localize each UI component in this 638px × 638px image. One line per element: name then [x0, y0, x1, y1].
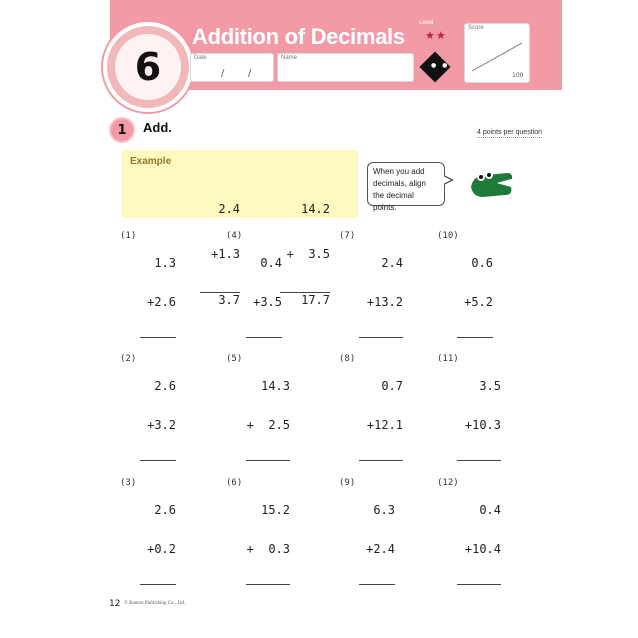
score-max: 100	[512, 72, 524, 79]
problem-label: (7)	[339, 231, 356, 241]
problem-body	[359, 354, 403, 487]
problem-top: 0.4	[260, 256, 282, 270]
problem-body	[359, 231, 403, 364]
problem-body	[359, 478, 395, 611]
problem-label: (10)	[437, 231, 459, 241]
problem-top: 2.6	[154, 379, 176, 393]
problem-body	[140, 231, 176, 364]
problem-body	[140, 478, 176, 611]
problem-bottom: +3.5	[253, 295, 282, 309]
unit-number: 6	[134, 45, 162, 89]
answer-line	[359, 337, 403, 338]
score-label: Score	[468, 25, 484, 31]
problem-8	[339, 354, 405, 432]
section-number-badge	[109, 117, 135, 143]
problem-6	[226, 478, 298, 556]
problem-12	[437, 478, 507, 556]
example-label: Example	[130, 156, 172, 167]
problem-label: (6)	[226, 478, 243, 488]
problem-9	[339, 478, 405, 556]
unit-badge-inner	[115, 34, 181, 100]
problem-top: 2.4	[381, 256, 403, 270]
problem-body	[457, 354, 501, 487]
answer-line	[140, 337, 176, 338]
problem-top: 3.5	[479, 379, 501, 393]
problem-label: (12)	[437, 478, 459, 488]
problem-label: (2)	[120, 354, 137, 364]
problem-top: 2.6	[154, 503, 176, 517]
publisher-credit: © Kumon Publishing Co., Ltd.	[124, 601, 186, 606]
answer-line	[359, 584, 395, 585]
date-label: Date	[194, 55, 207, 61]
answer-line	[457, 337, 493, 338]
problem-top: 15.2	[261, 503, 290, 517]
problem-bottom: +13.2	[366, 295, 403, 309]
problem-3	[120, 478, 180, 556]
problem-body	[457, 231, 493, 364]
name-field[interactable]	[277, 53, 414, 82]
problem-bottom: +3.2	[147, 418, 176, 432]
section-number: 1	[117, 122, 127, 138]
answer-line	[246, 337, 282, 338]
score-divider-icon	[470, 41, 524, 73]
problem-bottom: +12.1	[366, 418, 403, 432]
level-label: Level	[419, 20, 434, 26]
problem-top: 0.6	[471, 256, 493, 270]
mascot-eyes-icon: ● ●	[431, 62, 450, 69]
problem-2	[120, 354, 180, 432]
page-number: 12	[109, 599, 121, 609]
date-separator: /	[248, 68, 252, 79]
date-separator: /	[221, 68, 225, 79]
problem-label: (8)	[339, 354, 356, 364]
date-field[interactable]	[190, 53, 274, 82]
problem-bottom: +10.4	[464, 542, 501, 556]
problem-bottom: +2.4	[366, 542, 395, 556]
bubble-tail-inner	[443, 176, 451, 184]
section-title: Add.	[143, 120, 172, 135]
problem-label: (5)	[226, 354, 243, 364]
problem-body	[140, 354, 176, 487]
problem-body	[246, 231, 282, 364]
problem-label: (9)	[339, 478, 356, 488]
problem-label: (11)	[437, 354, 459, 364]
name-label: Name	[281, 55, 298, 61]
page-title: Addition of Decimals	[192, 24, 405, 49]
example-answer: 3.7	[200, 292, 240, 308]
problem-body	[246, 478, 290, 611]
problem-bottom: +5.2	[464, 295, 493, 309]
problem-bottom: + 0.3	[246, 542, 290, 556]
example-top: 14.2	[301, 202, 330, 216]
answer-line	[140, 460, 176, 461]
problem-top: 0.4	[479, 503, 501, 517]
problem-10	[437, 231, 507, 309]
problem-bottom: +0.2	[147, 542, 176, 556]
problem-top: 6.3	[373, 503, 395, 517]
unit-badge	[103, 22, 193, 112]
crocodile-icon	[467, 167, 515, 201]
hint-bubble: When you add decimals, align the decimal points.	[367, 162, 445, 206]
points-per-question: 4 points per question	[477, 129, 542, 136]
answer-line	[457, 584, 501, 585]
problem-label: (4)	[226, 231, 243, 241]
problem-top: 1.3	[154, 256, 176, 270]
problem-top: 0.7	[381, 379, 403, 393]
answer-line	[246, 460, 290, 461]
problem-label: (1)	[120, 231, 137, 241]
example-bottom: +1.3	[211, 247, 240, 261]
answer-line	[457, 460, 501, 461]
problem-top: 14.3	[261, 379, 290, 393]
problem-bottom: +2.6	[147, 295, 176, 309]
problem-body	[457, 478, 501, 611]
answer-line	[246, 584, 290, 585]
problem-bottom: + 2.5	[246, 418, 290, 432]
example-bottom: + 3.5	[286, 247, 330, 261]
problem-1	[120, 231, 180, 309]
answer-line	[359, 460, 403, 461]
problem-bottom: +10.3	[464, 418, 501, 432]
problem-5	[226, 354, 298, 432]
level-stars-icon: ★★	[425, 29, 447, 42]
problem-7	[339, 231, 405, 309]
problem-11	[437, 354, 507, 432]
example-top: 2.4	[218, 202, 240, 216]
answer-line	[140, 584, 176, 585]
problem-label: (3)	[120, 478, 137, 488]
example-answer: 17.7	[280, 292, 330, 308]
problem-body	[246, 354, 290, 487]
